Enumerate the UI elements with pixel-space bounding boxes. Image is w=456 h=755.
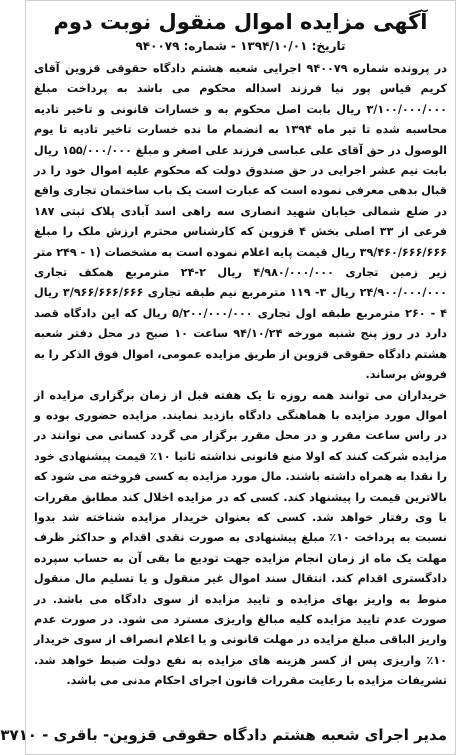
notice-paragraph-case-details: در پرونده شماره ۹۴۰۰۷۹ اجرایی شعبه هشتم دادگاه حقوقی قزوین آقای کریم قیاس پور نیا فرزند اسداله محکوم می باشد به پرداخت مبلغ ۳/۱۰۰/۰۰۰/۰۰۰ ریال بابت اصل محکوم به و خسارات قانونی و تاخیر تادیه محاسبه شده تا تیر ماه ۱۳۹۴ به انضمام ما نده خسارت تاخیر تادیه تا یوم الوصول در حق آقای علی عباسی فرزند علی اصغر و مبلغ ۱۵۵/۰۰۰/۰۰۰ ریال بابت نیم عشر اجرایی در حق صندوق دولت که محکوم علیه اموال خود را در قبال بدهی معرفی نموده است که عبارت است یک باب ساختمان تجاری واقع در ضلع شمالی خیابان شهید انصاری سه راهی اسد آبادی پلاک ثبتی ۱۸۷ فرعی از ۳۳ اصلی بخش ۴ قزوین که کارشناس محترم ارزش ملک را مبلغ ۳۹/۴۶۰/۶۶۶/۶۶۶ ریال قیمت پایه اعلام نموده است به مشخصات (۱ - ۲۴۹ متر زیر زمین تجاری ۴/۹۸۰/۰۰۰/۰۰۰ ریال ۲-۲۴ مترمربع همکف تجاری ۲۴/۹۰۰/۰۰۰/۰۰۰ ریال ۳- ۱۱۹ مترمربع نیم طبقه تجاری ۳/۹۶۶/۶۶۶/۶۶۶ ریال ۴ - ۲۶۰ مترمربع طبقه اول تجاری ۵/۲۰۰/۰۰۰/۰۰۰ ریال که این دادگاه قصد دارد در روز پنج شنبه مورخه ۹۴/۱۰/۲۴ ساعت ۱۰ صبح در محل دفتر شعبه هشتم دادگاه حقوقی قزوین از طریق مزایده عمومی، اموال فوق الذکر را به فروش برساند. xyxy=(34,62,447,382)
notice-date-and-number: تاریخ: ۱۳۹۴/۱۰/۰۱ - شماره: ۹۴۰۰۷۹ xyxy=(135,39,346,53)
notice-title: آگهی مزایده اموال منقول نوبت دوم xyxy=(53,10,428,34)
notice-paragraph-auction-terms: خریداران می توانند همه روزه تا یک هفته قبل از زمان برگزاری مزایده از اموال مورد مزایده با هماهنگی دادگاه بازدید نمایند. مزایده حضوری بوده و در راس ساعت مقرر و در محل مقرر برگزار می گردد کسانی می توانند در مزایده شرکت کنند که اولا منع قانونی نداشته ثانیا ۱۰٪ قیمت پیشنهادی خود را نقدا به همراه داشته باشند. مال مورد مزایده به کسی فروخته می شود که بالاترین قیمت را پیشنهاد کند. کسی که در مزایده اخلال کند مطابق مقررات با وی رفتار خواهد شد. کسی که بعنوان خریدار مزایده شناخته شد بدوا نسبت به پرداخت ۱۰٪ مبلغ پیشنهادی به صورت نقدی اقدام و حداکثر ظرف مهلت یک ماه از زمان انجام مزایده جهت تودیع ما بقی آن به حساب سپرده دادگستری اقدام کند. انتقال سند اموال غیر منقول و یا تسلیم مال منقول منوط به واریز بهای مزایده و تایید مزایده از سوی دادگاه می باشد. در صورت عدم تایید مزایده کلیه مبالغ واریزی مسترد می شود. در صورت عدم واریز الباقی مبلغ مزایده در مهلت قانونی و یا اعلام انصراف از سوی خریدار ۱۰٪ واریزی پس از کسر هزینه های مزایده به نفع دولت ضبط خواهد شد. تشریفات مزایده با رعایت مقررات قانون اجرای احکام مدنی می باشد. xyxy=(34,388,448,688)
notice-signature: مدیر اجرای شعبه هشتم دادگاه حقوقی قزوین- باقری - ۳۷۱۰ xyxy=(0,726,447,744)
